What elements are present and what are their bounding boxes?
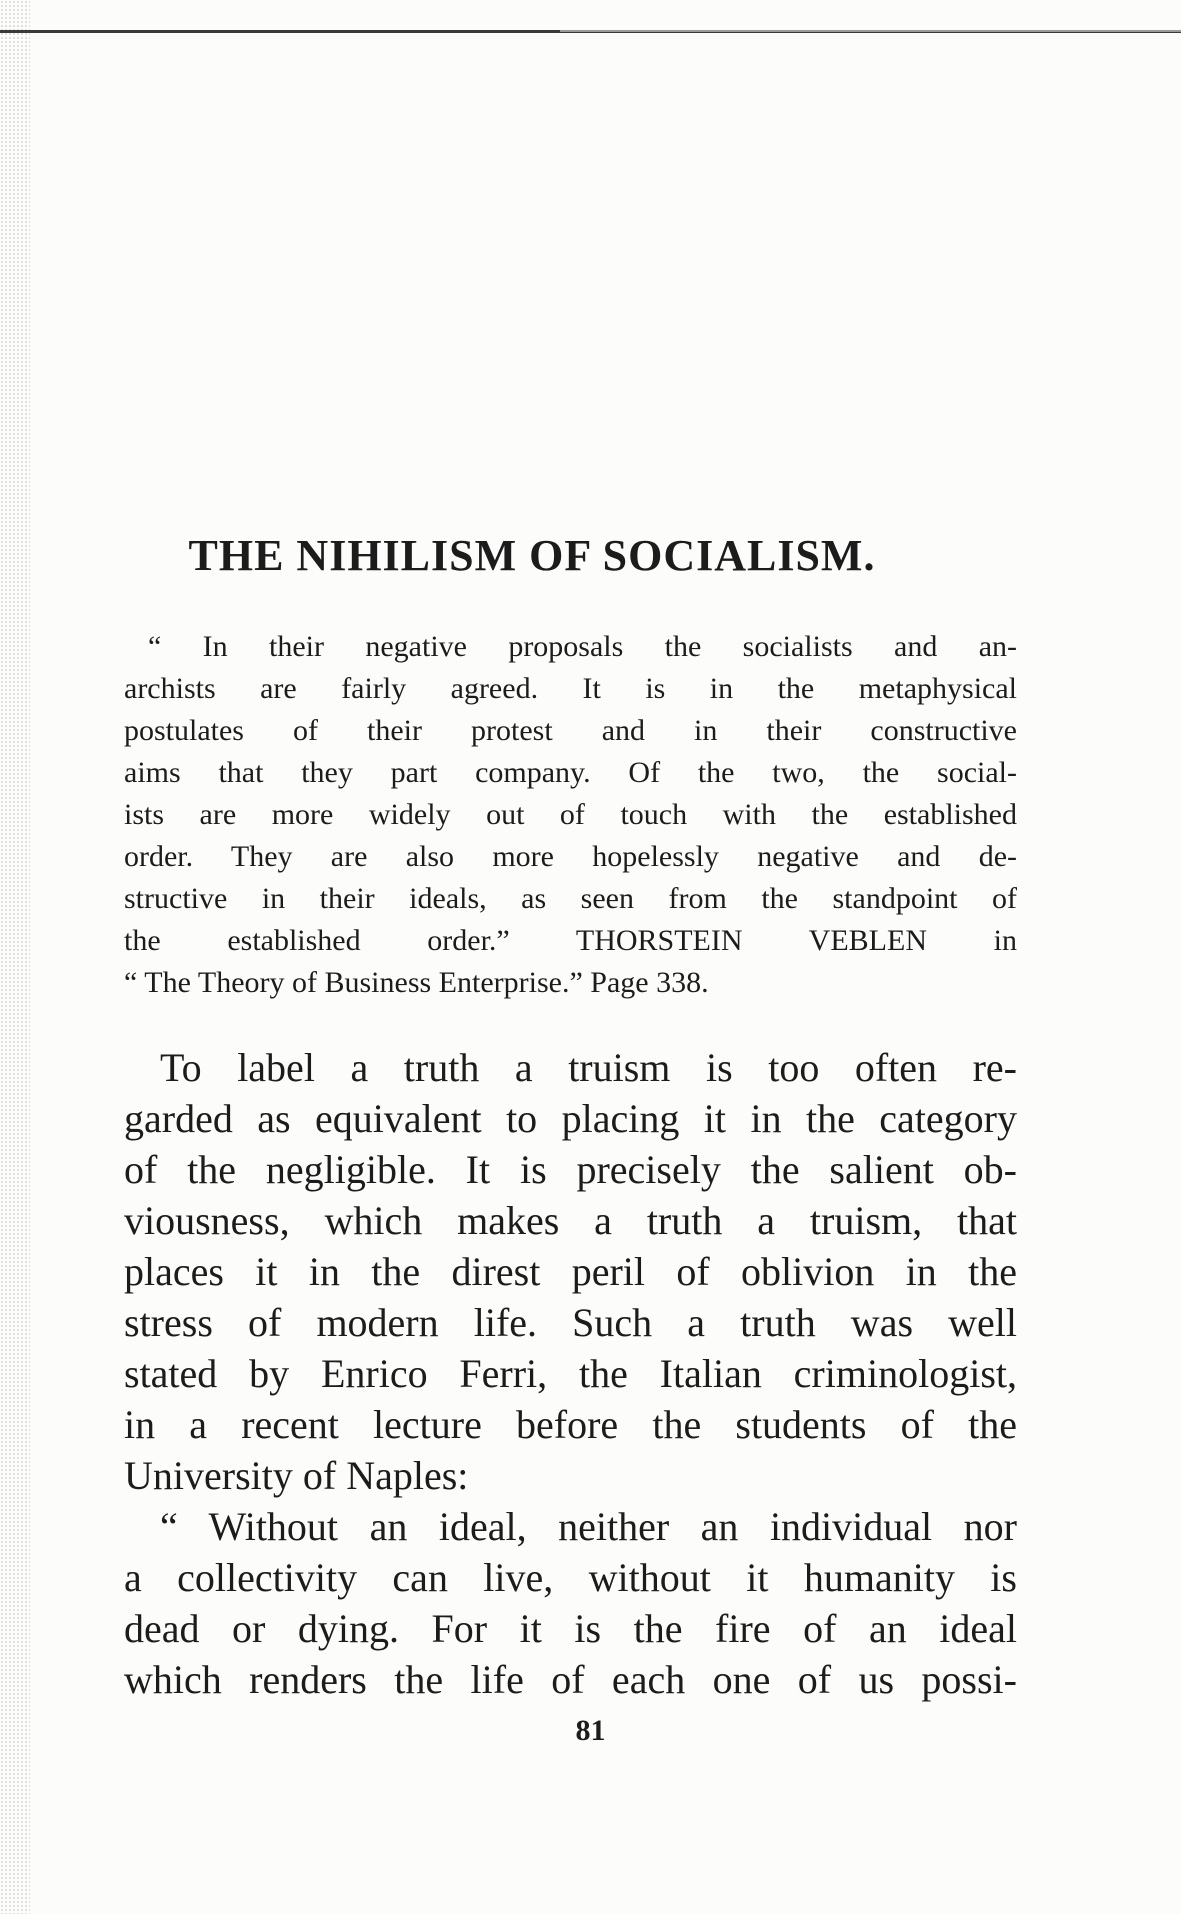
body-line: a collectivity can live, without it humanity is — [124, 1555, 1017, 1600]
body-line: garded as equivalent to placing it in the category — [124, 1096, 1017, 1141]
body-line: in a recent lecture before the students of the — [124, 1402, 1017, 1447]
body-line: of the negligible. It is precisely the salient ob- — [124, 1147, 1017, 1192]
epigraph-line: ists are more widely out of touch with the established — [124, 798, 1017, 831]
epigraph-line: “ In their negative proposals the socialists and an- — [148, 630, 1017, 663]
body-line: “ Without an ideal, neither an individual nor — [160, 1504, 1017, 1549]
body-line: dead or dying. For it is the fire of an ideal — [124, 1606, 1017, 1651]
epigraph-line: aims that they part company. Of the two, the social- — [124, 756, 1017, 789]
body-line: viousness, which makes a truth a truism, that — [124, 1198, 1017, 1243]
body-line: stress of modern life. Such a truth was well — [124, 1300, 1017, 1345]
epigraph-line: postulates of their protest and in their constructive — [124, 714, 1017, 747]
top-rule-faded — [560, 30, 1181, 32]
body-line: stated by Enrico Ferri, the Italian criminologist, — [124, 1351, 1017, 1396]
epigraph-line: archists are fairly agreed. It is in the metaphysical — [124, 672, 1017, 705]
page-edge-texture — [0, 0, 30, 1914]
epigraph-line: order. They are also more hopelessly negative and de- — [124, 840, 1017, 873]
body-line: University of Naples: — [124, 1453, 469, 1498]
epigraph-line: the established order.” THORSTEIN VEBLEN in — [124, 924, 1017, 957]
epigraph-line: structive in their ideals, as seen from the standpoint of — [124, 882, 1017, 915]
body-line: To label a truth a truism is too often re- — [160, 1045, 1017, 1090]
epigraph-line: “ The Theory of Business Enterprise.” Page 338. — [124, 966, 709, 999]
body-line: which renders the life of each one of us possi- — [124, 1657, 1017, 1702]
page-number: 81 — [575, 1714, 606, 1747]
chapter-heading: THE NIHILISM OF SOCIALISM. — [188, 531, 876, 580]
body-line: places it in the direst peril of oblivion in the — [124, 1249, 1017, 1294]
